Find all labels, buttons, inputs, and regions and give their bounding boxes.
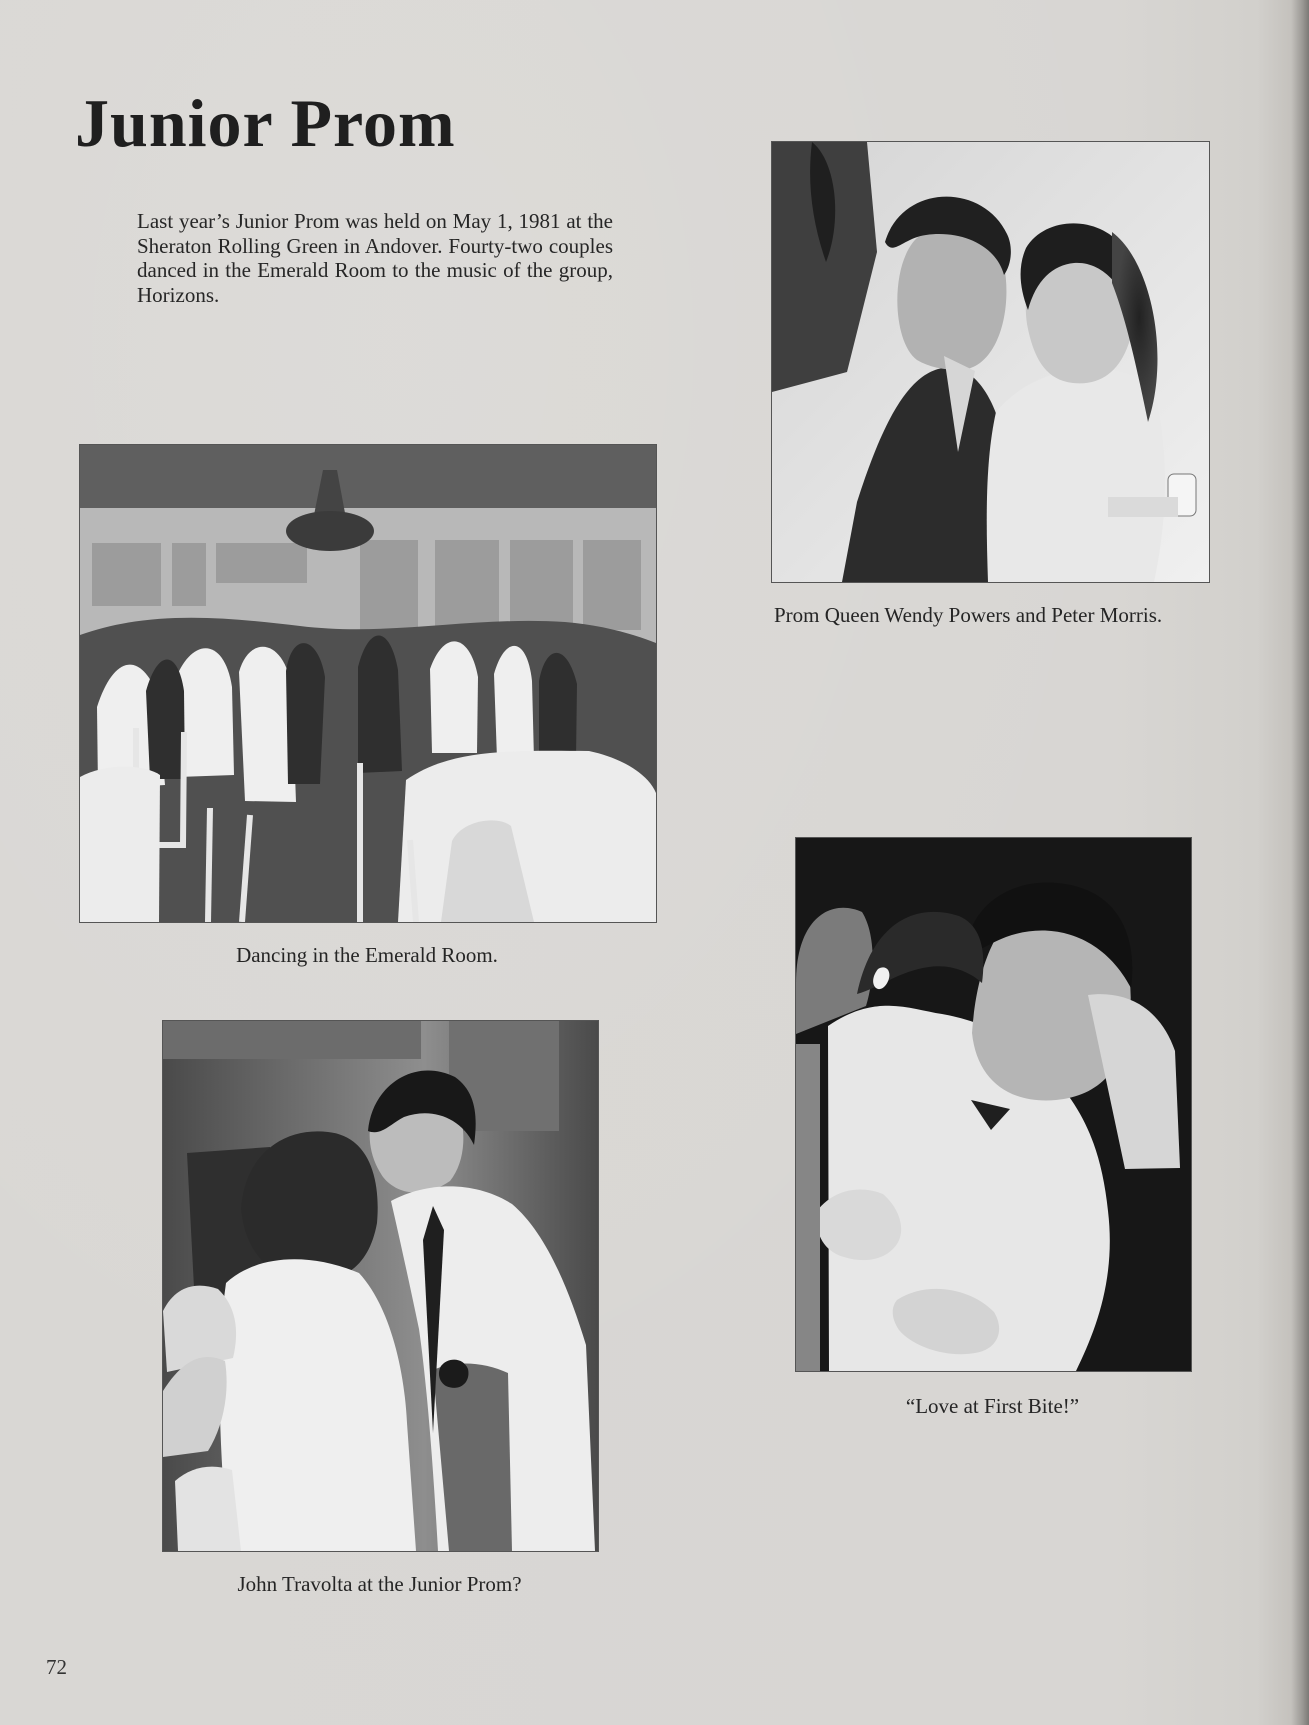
love-at-first-bite-caption: “Love at First Bite!”	[905, 1394, 1080, 1418]
binding-shadow	[1291, 0, 1309, 1725]
prom-queen-photo-art	[772, 142, 1209, 582]
ballroom-caption: Dancing in the Emerald Room.	[236, 943, 498, 967]
ballroom-photo-art	[80, 445, 656, 922]
prom-queen-photo	[771, 141, 1210, 583]
john-travolta-photo	[162, 1020, 599, 1552]
john-travolta-photo-art	[163, 1021, 598, 1551]
john-travolta-caption: John Travolta at the Junior Prom?	[237, 1572, 522, 1596]
prom-queen-caption: Prom Queen Wendy Powers and Peter Morris.	[774, 603, 1163, 627]
love-at-first-bite-photo-art	[796, 838, 1191, 1371]
intro-paragraph: Last year’s Junior Prom was held on May 1, 1981 at the Sheraton Rolling Green in Andover. Fourty-two couples danced in the Emerald Room to the music of the group, Horizons.	[137, 209, 613, 307]
page-number: 72	[46, 1655, 67, 1679]
page-title: Junior Prom	[75, 85, 456, 161]
love-at-first-bite-photo	[795, 837, 1192, 1372]
ballroom-photo	[79, 444, 657, 923]
